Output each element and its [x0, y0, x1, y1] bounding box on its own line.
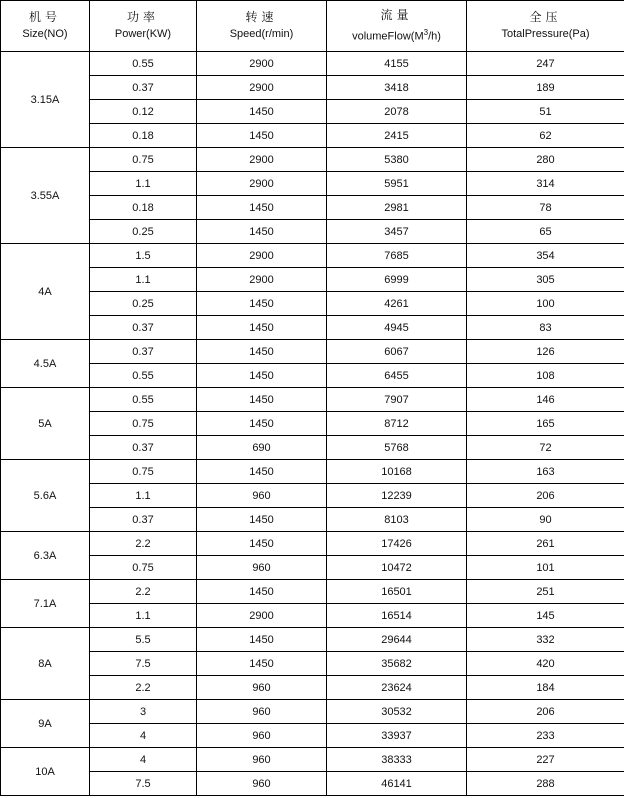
speed-cell: 2900	[197, 268, 327, 292]
power-cell: 7.5	[90, 772, 197, 796]
speed-cell: 2900	[197, 604, 327, 628]
power-cell: 0.55	[90, 364, 197, 388]
table-row	[1, 268, 624, 292]
power-cell: 2.2	[90, 676, 197, 700]
pressure-cell: 247	[467, 52, 624, 76]
speed-cell: 2900	[197, 172, 327, 196]
table-row	[1, 388, 624, 412]
table-row	[1, 244, 624, 268]
header-speed-en: Speed(r/min)	[229, 28, 294, 40]
power-cell: 0.37	[90, 508, 197, 532]
speed-cell: 1450	[197, 580, 327, 604]
pressure-cell: 288	[467, 772, 624, 796]
pressure-cell: 206	[467, 700, 624, 724]
table-row	[1, 532, 624, 556]
header-pressure-en: TotalPressure(Pa)	[501, 28, 590, 40]
speed-cell: 2900	[197, 76, 327, 100]
header-power-en: Power(KW)	[114, 28, 172, 40]
table-row	[1, 340, 624, 364]
pressure-cell: 227	[467, 748, 624, 772]
table-row	[1, 628, 624, 652]
flow-cell: 6999	[327, 268, 467, 292]
pressure-cell: 420	[467, 652, 624, 676]
power-cell: 3	[90, 700, 197, 724]
table-row	[1, 52, 624, 76]
power-cell: 2.2	[90, 532, 197, 556]
table-row	[1, 100, 624, 124]
speed-cell: 2900	[197, 244, 327, 268]
flow-cell: 23624	[327, 676, 467, 700]
table-row	[1, 700, 624, 724]
flow-cell: 6067	[327, 340, 467, 364]
power-cell: 7.5	[90, 652, 197, 676]
header-power-cn: 功率	[126, 10, 159, 24]
speed-cell: 2900	[197, 52, 327, 76]
speed-cell: 690	[197, 436, 327, 460]
pressure-cell: 314	[467, 172, 624, 196]
pressure-cell: 72	[467, 436, 624, 460]
size-cell: 7.1A	[1, 580, 90, 628]
speed-cell: 1450	[197, 196, 327, 220]
flow-cell: 7685	[327, 244, 467, 268]
flow-cell: 6455	[327, 364, 467, 388]
power-cell: 1.5	[90, 244, 197, 268]
pressure-cell: 126	[467, 340, 624, 364]
speed-cell: 1450	[197, 100, 327, 124]
power-cell: 0.18	[90, 196, 197, 220]
flow-cell: 7907	[327, 388, 467, 412]
header-size	[1, 1, 90, 52]
power-cell: 4	[90, 748, 197, 772]
speed-cell: 1450	[197, 652, 327, 676]
pressure-cell: 354	[467, 244, 624, 268]
power-cell: 2.2	[90, 580, 197, 604]
table-row	[1, 724, 624, 748]
speed-cell: 2900	[197, 148, 327, 172]
speed-cell: 1450	[197, 412, 327, 436]
size-cell: 3.15A	[1, 52, 90, 148]
header-row	[1, 1, 624, 52]
pressure-cell: 184	[467, 676, 624, 700]
table-row	[1, 196, 624, 220]
power-cell: 4	[90, 724, 197, 748]
table-row	[1, 124, 624, 148]
pressure-cell: 145	[467, 604, 624, 628]
size-cell: 5A	[1, 388, 90, 460]
flow-cell: 35682	[327, 652, 467, 676]
table-row	[1, 76, 624, 100]
power-cell: 0.55	[90, 52, 197, 76]
header-flow-cn: 流量	[380, 7, 413, 22]
pressure-cell: 146	[467, 388, 624, 412]
power-cell: 0.25	[90, 220, 197, 244]
flow-cell: 29644	[327, 628, 467, 652]
pressure-cell: 65	[467, 220, 624, 244]
pressure-cell: 189	[467, 76, 624, 100]
pressure-cell: 78	[467, 196, 624, 220]
power-cell: 0.37	[90, 436, 197, 460]
table-row	[1, 772, 624, 796]
speed-cell: 1450	[197, 508, 327, 532]
speed-cell: 1450	[197, 364, 327, 388]
speed-cell: 960	[197, 484, 327, 508]
pressure-cell: 101	[467, 556, 624, 580]
size-cell: 3.55A	[1, 148, 90, 244]
power-cell: 0.25	[90, 292, 197, 316]
flow-cell: 5951	[327, 172, 467, 196]
header-pressure-cn: 全压	[529, 10, 562, 24]
power-cell: 5.5	[90, 628, 197, 652]
flow-cell: 38333	[327, 748, 467, 772]
power-cell: 0.75	[90, 460, 197, 484]
speed-cell: 1450	[197, 388, 327, 412]
speed-cell: 1450	[197, 628, 327, 652]
flow-cell: 3457	[327, 220, 467, 244]
flow-cell: 8103	[327, 508, 467, 532]
flow-cell: 10168	[327, 460, 467, 484]
flow-cell: 5380	[327, 148, 467, 172]
power-cell: 0.37	[90, 340, 197, 364]
pressure-cell: 100	[467, 292, 624, 316]
pressure-cell: 62	[467, 124, 624, 148]
power-cell: 1.1	[90, 604, 197, 628]
table-row	[1, 316, 624, 340]
flow-cell: 17426	[327, 532, 467, 556]
flow-cell: 46141	[327, 772, 467, 796]
flow-cell: 16514	[327, 604, 467, 628]
pressure-cell: 332	[467, 628, 624, 652]
flow-cell: 12239	[327, 484, 467, 508]
header-power	[90, 1, 197, 52]
size-cell: 10A	[1, 748, 90, 796]
flow-cell: 3418	[327, 76, 467, 100]
flow-cell: 2981	[327, 196, 467, 220]
table-row	[1, 484, 624, 508]
pressure-cell: 165	[467, 412, 624, 436]
pressure-cell: 51	[467, 100, 624, 124]
header-flow-en: $volumeFlow(M^3/h)$	[352, 27, 441, 43]
pressure-cell: 280	[467, 148, 624, 172]
flow-cell: 8712	[327, 412, 467, 436]
table-row	[1, 508, 624, 532]
table-row	[1, 748, 624, 772]
power-cell: 0.75	[90, 412, 197, 436]
size-cell: 8A	[1, 628, 90, 700]
flow-cell: 2415	[327, 124, 467, 148]
power-cell: 1.1	[90, 172, 197, 196]
power-cell: 1.1	[90, 484, 197, 508]
header-speed	[197, 1, 327, 52]
header-size-cn: 机号	[28, 10, 61, 24]
speed-cell: 1450	[197, 124, 327, 148]
table-row	[1, 436, 624, 460]
power-cell: 0.55	[90, 388, 197, 412]
speed-cell: 1450	[197, 292, 327, 316]
flow-cell: 16501	[327, 580, 467, 604]
flow-cell: 4261	[327, 292, 467, 316]
table-row	[1, 580, 624, 604]
speed-cell: 960	[197, 724, 327, 748]
pressure-cell: 233	[467, 724, 624, 748]
power-cell: 0.75	[90, 556, 197, 580]
speed-cell: 960	[197, 676, 327, 700]
power-cell: 0.37	[90, 76, 197, 100]
speed-cell: 960	[197, 556, 327, 580]
header-flow	[327, 1, 467, 52]
size-cell: 4.5A	[1, 340, 90, 388]
pressure-cell: 206	[467, 484, 624, 508]
header-speed-cn: 转速	[245, 10, 278, 24]
flow-cell: 4945	[327, 316, 467, 340]
size-cell: 4A	[1, 244, 90, 340]
flow-cell: 33937	[327, 724, 467, 748]
speed-cell: 960	[197, 772, 327, 796]
speed-cell: 1450	[197, 340, 327, 364]
pressure-cell: 108	[467, 364, 624, 388]
speed-cell: 1450	[197, 220, 327, 244]
table-row	[1, 220, 624, 244]
table-body	[1, 52, 624, 796]
flow-cell: 2078	[327, 100, 467, 124]
flow-cell: 4155	[327, 52, 467, 76]
power-cell: 0.37	[90, 316, 197, 340]
table-row	[1, 556, 624, 580]
pressure-cell: 305	[467, 268, 624, 292]
table-row	[1, 412, 624, 436]
size-cell: 5.6A	[1, 460, 90, 532]
speed-cell: 960	[197, 748, 327, 772]
flow-cell: 10472	[327, 556, 467, 580]
table-row	[1, 676, 624, 700]
power-cell: 1.1	[90, 268, 197, 292]
table-row	[1, 172, 624, 196]
size-cell: 6.3A	[1, 532, 90, 580]
speed-cell: 1450	[197, 316, 327, 340]
flow-cell: 5768	[327, 436, 467, 460]
table-row	[1, 364, 624, 388]
power-cell: 0.75	[90, 148, 197, 172]
power-cell: 0.12	[90, 100, 197, 124]
table-row	[1, 652, 624, 676]
pressure-cell: 163	[467, 460, 624, 484]
power-cell: 0.18	[90, 124, 197, 148]
speed-cell: 960	[197, 700, 327, 724]
size-cell: 9A	[1, 700, 90, 748]
pressure-cell: 90	[467, 508, 624, 532]
speed-cell: 1450	[197, 532, 327, 556]
flow-cell: 30532	[327, 700, 467, 724]
pressure-cell: 251	[467, 580, 624, 604]
table-row	[1, 148, 624, 172]
table-row	[1, 460, 624, 484]
speed-cell: 1450	[197, 460, 327, 484]
pressure-cell: 261	[467, 532, 624, 556]
header-size-en: Size(NO)	[22, 28, 68, 40]
pressure-cell: 83	[467, 316, 624, 340]
header-pressure	[467, 1, 624, 52]
table-row	[1, 604, 624, 628]
table-row	[1, 292, 624, 316]
